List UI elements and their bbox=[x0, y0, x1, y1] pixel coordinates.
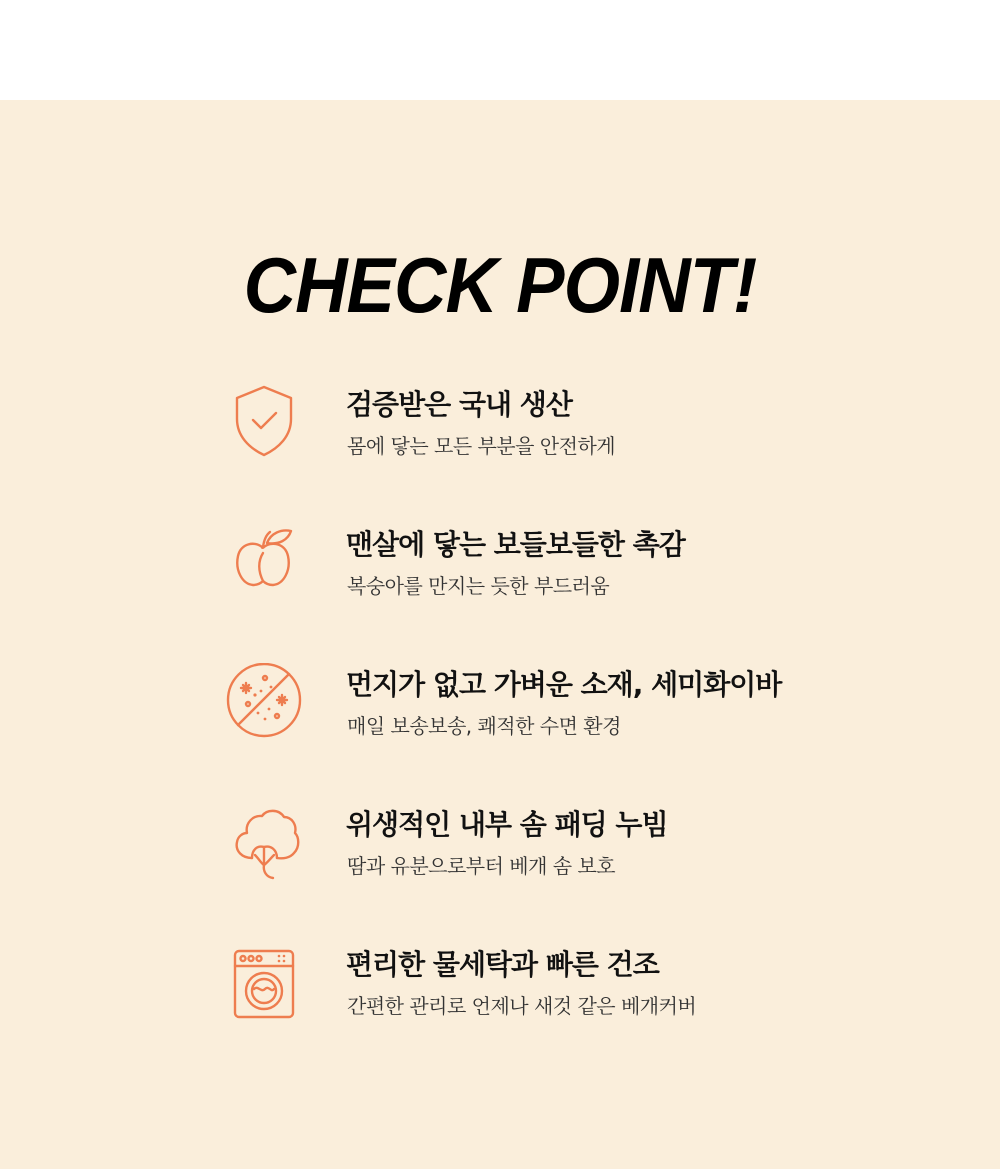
point-desc: 몸에 닿는 모든 부분을 안전하게 bbox=[347, 434, 616, 458]
point-desc: 복숭아를 만지는 듯한 부드러움 bbox=[347, 574, 610, 598]
shield-check-icon bbox=[225, 383, 303, 461]
point-title: 먼지가 없고 가벼운 소재, 세미화이바 bbox=[346, 668, 782, 701]
point-desc: 매일 보송보송, 쾌적한 수면 환경 bbox=[347, 714, 621, 738]
washing-machine-icon bbox=[225, 943, 303, 1021]
point-item-padding bbox=[225, 803, 925, 893]
peach-icon bbox=[225, 523, 303, 601]
point-title: 위생적인 내부 솜 패딩 누빔 bbox=[346, 808, 668, 841]
point-item-touch bbox=[225, 523, 925, 613]
top-white-band bbox=[0, 0, 1000, 100]
point-item-washing bbox=[225, 943, 925, 1033]
check-point-panel bbox=[0, 100, 1000, 1169]
point-title: 검증받은 국내 생산 bbox=[346, 388, 572, 421]
point-desc: 땀과 유분으로부터 베개 솜 보호 bbox=[347, 854, 616, 878]
headline: CHECK POINT! bbox=[243, 241, 757, 329]
point-title: 맨살에 닿는 보들보들한 촉감 bbox=[346, 528, 685, 561]
point-item-domestic bbox=[225, 383, 925, 473]
point-desc: 간편한 관리로 언제나 새것 같은 베개커버 bbox=[347, 994, 697, 1018]
no-dust-icon bbox=[225, 663, 303, 741]
point-item-no-dust bbox=[225, 663, 925, 753]
cotton-icon bbox=[225, 803, 303, 881]
point-title: 편리한 물세탁과 빠른 건조 bbox=[346, 948, 659, 981]
